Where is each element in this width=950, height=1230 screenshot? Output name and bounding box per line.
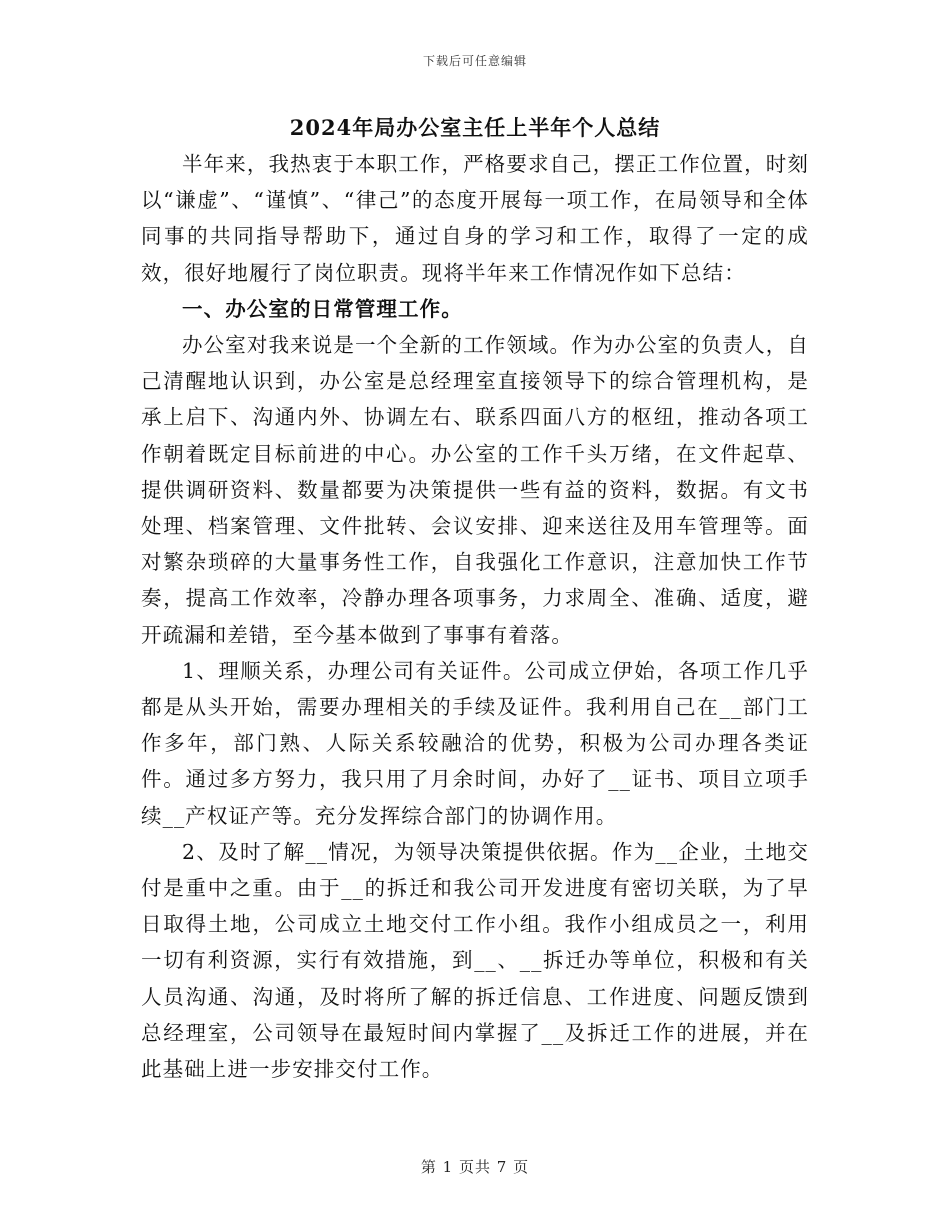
document-body <box>141 112 809 1087</box>
page-number: 第 1 页共 7 页 <box>420 1158 530 1176</box>
section-heading: 一、办公室的日常管理工作。 <box>182 296 463 321</box>
body-paragraph: 办公室对我来说是一个全新的工作领域。作为办公室的负责人，自己清醒地认识到，办公室是总经理室直接领导下的综合管理机构，是承上启下、沟通内外、协调左右、联系四面八方的枢纽，推动各项工作朝着既定目标前进的中心。办公室的工作千头万绪，在文件起草、提供调研资料、数量都要为决策提供一些有益的资料，数据。有文书处理、档案管理、文件批转、会议安排、迎来送往及用车管理等。面对繁杂琐碎的大量事务性工作，自我强化工作意识，注意加快工作节奏，提高工作效率，冷静办理各项事务，力求周全、准确、适度，避开疏漏和差错，至今基本做到了事事有着落。 <box>141 333 809 647</box>
intro-paragraph: 半年来，我热衷于本职工作，严格要求自己，摆正工作位置，时刻以“谦虚”、“谨慎”、“律己”的态度开展每一项工作，在局领导和全体同事的共同指导帮助下，通过自身的学习和工作，取得了一定的成效，很好地履行了岗位职责。现将半年来工作情况作如下总结： <box>141 152 809 285</box>
body-paragraph: 2、及时了解__情况，为领导决策提供依据。作为__企业，土地交付是重中之重。由于__的拆迁和我公司开发进度有密切关联，为了早日取得土地，公司成立土地交付工作小组。我作小组成员之一，利用一切有利资源，实行有效措施，到__、__拆迁办等单位，积极和有关人员沟通、沟通，及时将所了解的拆迁信息、工作进度、问题反馈到总经理室，公司领导在最短时间内掌握了__及拆迁工作的进展，并在此基础上进一步安排交付工作。 <box>141 839 809 1082</box>
header-note: 下载后可任意编辑 <box>422 54 527 68</box>
body-paragraph: 1、理顺关系，办理公司有关证件。公司成立伊始，各项工作几乎都是从头开始，需要办理相关的手续及证件。我利用自己在__部门工作多年，部门熟、人际关系较融洽的优势，积极为公司办理各类证件。通过多方努力，我只用了月余时间，办好了__证书、项目立项手续__产权证产等。充分发挥综合部门的协调作用。 <box>141 658 809 828</box>
document-title: 2024年局办公室主任上半年个人总结 <box>289 115 661 140</box>
